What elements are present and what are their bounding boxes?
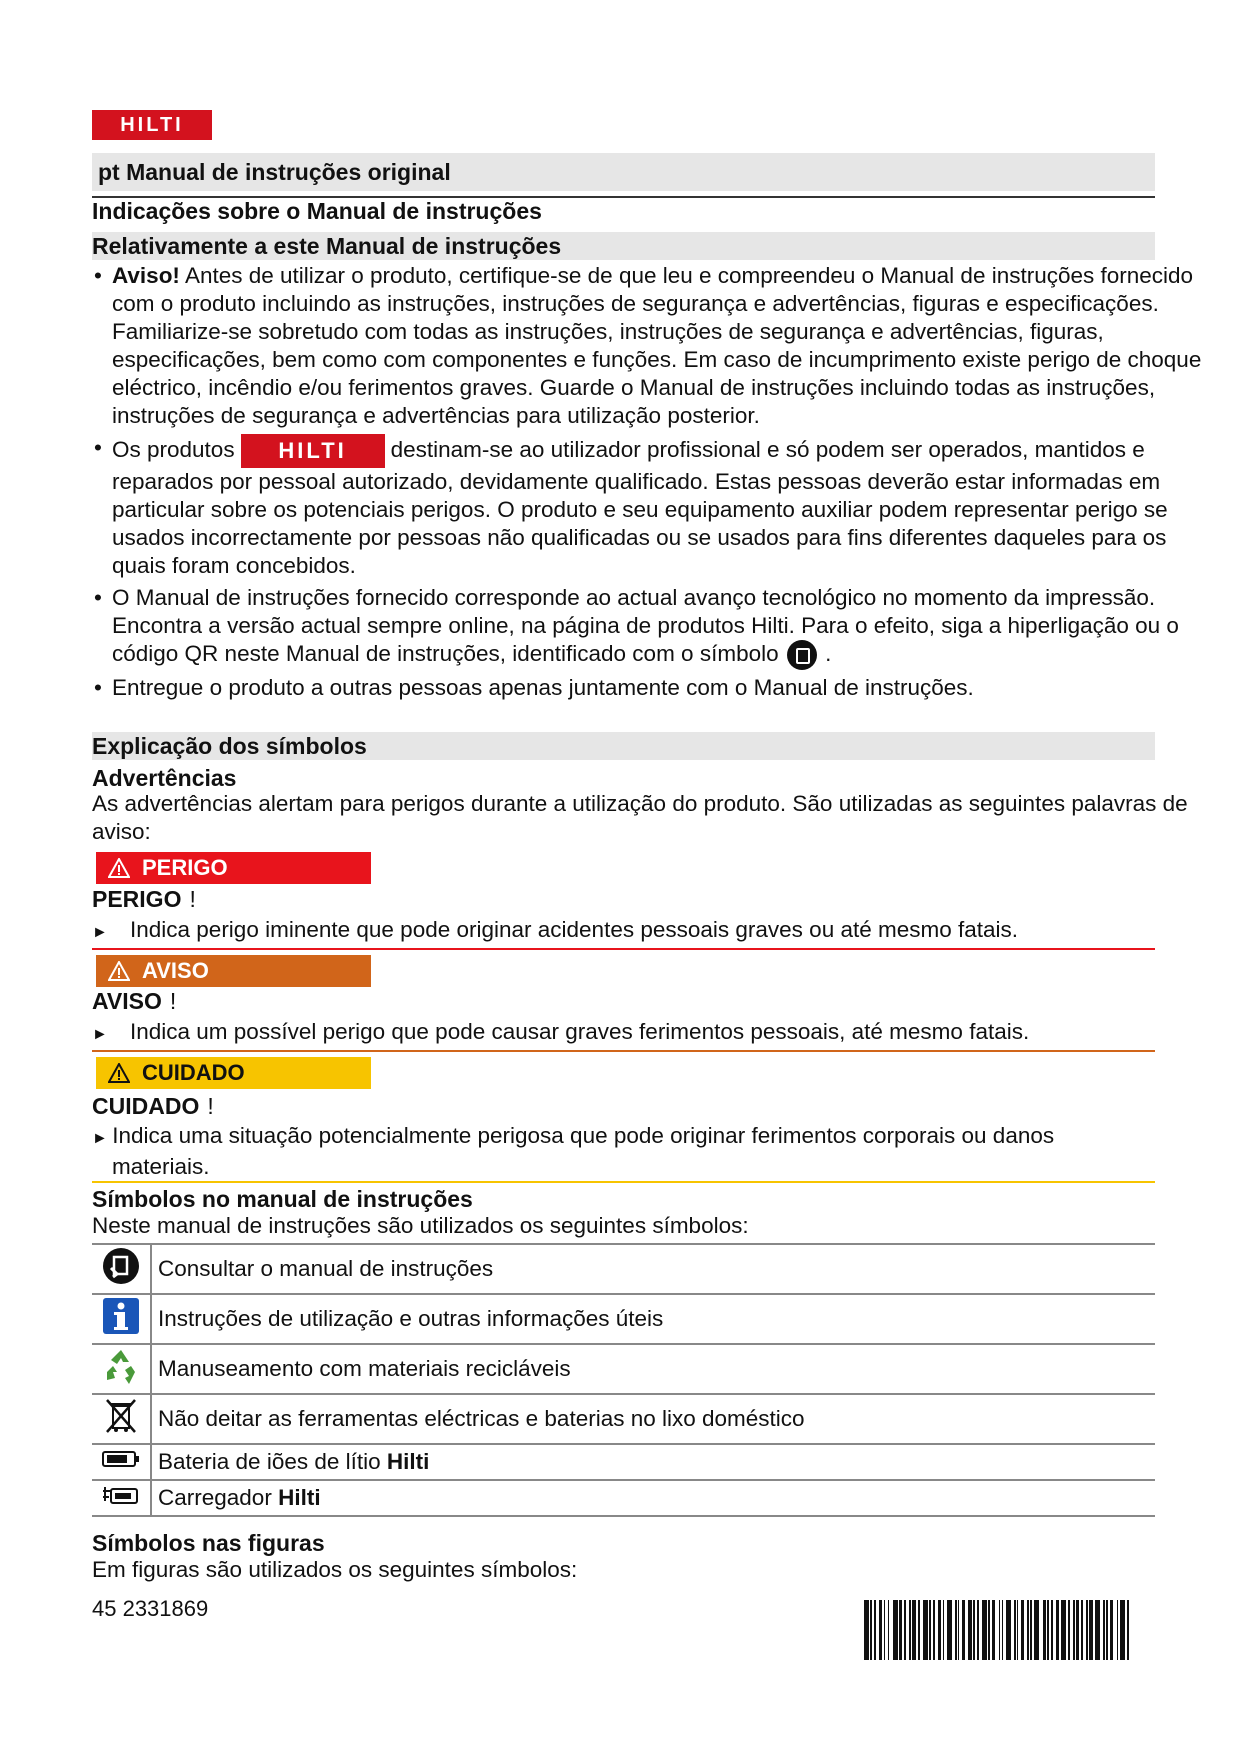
barcode-bar bbox=[1068, 1600, 1070, 1660]
barcode-bar bbox=[918, 1600, 920, 1660]
hilti-logo-mark: HILTI bbox=[92, 110, 212, 140]
barcode-bar bbox=[1073, 1600, 1075, 1660]
barcode-bar bbox=[1086, 1600, 1088, 1660]
read-manual-icon bbox=[787, 640, 817, 670]
table-row bbox=[92, 1480, 1155, 1516]
warning-triangle-icon bbox=[108, 961, 130, 981]
bullet-text: Antes de utilizar o produto, certifique-se de que leu e compreendeu o Manual de instruções fornecido com o produto incluindo as instruções, instruções de segurança e advertências, figuras e especificações. Familiarize-se sobretudo com todas as instruções, instruções de segurança e advertências, figuras, especificações, bem como com componentes e funções. Em caso de incumprimento existe perigo de choque eléctrico, incêndio e/ou ferimentos graves. Guarde o Manual de instruções incluindo todas as instruções, instruções de segurança e advertências para utilização posterior. bbox=[112, 263, 1202, 428]
manual-symbols-title: Símbolos no manual de instruções bbox=[92, 1186, 473, 1212]
list-item bbox=[92, 584, 1202, 670]
divider-yellow bbox=[92, 1181, 1155, 1183]
barcode-bar bbox=[1106, 1600, 1108, 1660]
barcode-bar bbox=[899, 1600, 902, 1660]
signal-text: Indica um possível perigo que pode causar graves ferimentos pessoais, até mesmo fatais. bbox=[130, 1019, 1030, 1044]
warning-label: Aviso! bbox=[112, 263, 180, 288]
symbol-description: Manuseamento com materiais recicláveis bbox=[151, 1344, 1155, 1394]
barcode-bar bbox=[955, 1600, 957, 1660]
barcode-bar bbox=[982, 1600, 987, 1660]
no-trash-icon bbox=[101, 1396, 141, 1436]
symbol-text: Carregador bbox=[158, 1485, 272, 1510]
signal-word bbox=[92, 988, 176, 1015]
table-row bbox=[92, 1344, 1155, 1394]
bullet-text: destinam-se ao utilizador profissional e só podem ser operados, mantidos e reparados por pessoal autorizado, devidamente qualificado. Estas pessoas deverão estar informadas em particular sobre os potenciais perigos. O produto e seu equipamento auxiliar podem representar perigo se usados incorrectamente por pessoas não qualificadas ou se usados para fins diferentes daqueles para os quais foram concebidos. bbox=[112, 436, 1168, 578]
divider-red bbox=[92, 948, 1155, 950]
divider-orange bbox=[92, 1050, 1155, 1052]
symbol-brand: Hilti bbox=[386, 1449, 430, 1474]
signal-word bbox=[92, 1093, 214, 1120]
barcode-bar bbox=[912, 1600, 915, 1660]
symbol-text: Bateria de iões de lítio bbox=[158, 1449, 381, 1474]
warning-triangle-icon bbox=[108, 1063, 130, 1083]
barcode-bar bbox=[909, 1600, 911, 1660]
barcode-bar bbox=[888, 1600, 890, 1660]
symbol-cell bbox=[92, 1294, 151, 1344]
barcode-bar bbox=[1061, 1600, 1066, 1660]
signal-text: Indica uma situação potencialmente perigosa que pode originar ferimentos corporais ou danos materiais. bbox=[112, 1123, 1055, 1179]
symbol-description bbox=[151, 1444, 1155, 1480]
list-item bbox=[92, 262, 1202, 430]
signal-word-text: PERIGO bbox=[92, 886, 182, 912]
barcode-bar bbox=[968, 1600, 971, 1660]
barcode-bar bbox=[879, 1600, 882, 1660]
barcode-bar bbox=[874, 1600, 876, 1660]
signal-word bbox=[92, 886, 196, 913]
warnings-intro: As advertências alertam para perigos durante a utilização do produto. São utilizadas as seguintes palavras de aviso: bbox=[92, 791, 1188, 844]
read-manual-icon bbox=[101, 1246, 141, 1286]
arrow-icon: ► bbox=[92, 1026, 108, 1043]
symbol-cell bbox=[92, 1444, 151, 1480]
hilti-logo bbox=[92, 110, 212, 140]
barcode-bar bbox=[1021, 1600, 1024, 1660]
barcode-bar bbox=[1056, 1600, 1059, 1660]
signal-label: PERIGO bbox=[142, 855, 228, 880]
barcode-bar bbox=[1034, 1600, 1039, 1660]
bullet-list bbox=[92, 262, 1202, 706]
signal-excl: ! bbox=[169, 988, 177, 1014]
section-title: Indicações sobre o Manual de instruções bbox=[92, 198, 542, 224]
symbol-cell bbox=[92, 1394, 151, 1444]
warning-triangle-icon bbox=[108, 858, 130, 878]
table-row bbox=[92, 1244, 1155, 1294]
barcode-bar bbox=[1043, 1600, 1046, 1660]
barcode-bar bbox=[1027, 1600, 1029, 1660]
barcode-bar bbox=[904, 1600, 906, 1660]
barcode-bar bbox=[1110, 1600, 1113, 1660]
barcode-bar bbox=[1017, 1600, 1019, 1660]
barcode-bar bbox=[1120, 1600, 1125, 1660]
arrow-icon: ► bbox=[92, 1130, 113, 1147]
figure-symbols-title: Símbolos nas figuras bbox=[92, 1530, 325, 1556]
signal-excl: ! bbox=[207, 1093, 214, 1119]
signal-aviso bbox=[96, 955, 371, 987]
charger-icon bbox=[101, 1483, 141, 1507]
signal-description bbox=[92, 916, 1155, 947]
hilti-inline-logo: HILTI bbox=[241, 434, 385, 468]
battery-icon bbox=[101, 1448, 141, 1470]
barcode-bar bbox=[999, 1600, 1001, 1660]
barcode-bar bbox=[864, 1600, 869, 1660]
barcode-bar bbox=[988, 1600, 990, 1660]
manual-symbols-intro: Neste manual de instruções são utilizados os seguintes símbolos: bbox=[92, 1213, 749, 1238]
bullet-text: Os produtos bbox=[112, 436, 235, 462]
barcode-bar bbox=[1076, 1600, 1079, 1660]
list-item bbox=[92, 434, 1202, 580]
signal-perigo bbox=[96, 852, 371, 884]
barcode-bar bbox=[977, 1600, 979, 1660]
symbol-description: Não deitar as ferramentas eléctricas e baterias no lixo doméstico bbox=[151, 1394, 1155, 1444]
barcode-bar bbox=[884, 1600, 886, 1660]
barcode-bar bbox=[1051, 1600, 1053, 1660]
bullet-text: . bbox=[825, 641, 832, 666]
table-row bbox=[92, 1444, 1155, 1480]
manual-title-bar: pt Manual de instruções original bbox=[92, 153, 1155, 191]
barcode-bar bbox=[938, 1600, 941, 1660]
page-code: 45 2331869 bbox=[92, 1596, 209, 1621]
signal-word-text: AVISO bbox=[92, 988, 162, 1014]
bullet-text: O Manual de instruções fornecido corresponde ao actual avanço tecnológico no momento da impressão. Encontra a versão actual sempre online, na página de produtos Hilti. Para o efeito, siga a hiperligação ou o código QR neste Manual de instruções, identificado com o símbolo bbox=[112, 585, 1179, 666]
barcode-bar bbox=[933, 1600, 935, 1660]
barcode-bar bbox=[1089, 1600, 1092, 1660]
barcode-bar bbox=[1127, 1600, 1129, 1660]
symbol-cell bbox=[92, 1480, 151, 1516]
symbol-description: Consultar o manual de instruções bbox=[151, 1244, 1155, 1294]
barcode bbox=[864, 1600, 1154, 1660]
barcode-bar bbox=[943, 1600, 945, 1660]
table-row bbox=[92, 1294, 1155, 1344]
info-icon bbox=[101, 1296, 141, 1336]
signal-cuidado bbox=[96, 1057, 371, 1089]
signal-label: AVISO bbox=[142, 958, 209, 983]
barcode-bar bbox=[870, 1600, 872, 1660]
symbol-brand: Hilti bbox=[278, 1485, 321, 1510]
barcode-bar bbox=[929, 1600, 931, 1660]
barcode-bar bbox=[992, 1600, 995, 1660]
symbols-section-title: Explicação dos símbolos bbox=[92, 732, 1155, 760]
figure-symbols-intro: Em figuras são utilizados os seguintes símbolos: bbox=[92, 1557, 578, 1582]
barcode-bar bbox=[1014, 1600, 1016, 1660]
arrow-icon: ► bbox=[92, 924, 108, 941]
recycle-icon bbox=[101, 1346, 141, 1386]
barcode-bar bbox=[1095, 1600, 1100, 1660]
signal-description bbox=[92, 1018, 1155, 1049]
signal-label: CUIDADO bbox=[142, 1060, 245, 1085]
barcode-bar bbox=[958, 1600, 960, 1660]
bullet-text: Entregue o produto a outras pessoas apenas juntamente com o Manual de instruções. bbox=[112, 675, 974, 701]
barcode-bar bbox=[1030, 1600, 1032, 1660]
manual-page bbox=[92, 0, 1202, 1754]
barcode-bar bbox=[1117, 1600, 1119, 1660]
barcode-bar bbox=[962, 1600, 965, 1660]
table-row bbox=[92, 1394, 1155, 1444]
signal-excl: ! bbox=[189, 886, 196, 912]
symbol-description bbox=[151, 1480, 1155, 1516]
barcode-bar bbox=[923, 1600, 928, 1660]
barcode-bar bbox=[1002, 1600, 1004, 1660]
symbols-table bbox=[92, 1243, 1155, 1517]
signal-text: Indica perigo iminente que pode originar acidentes pessoais graves ou até mesmo fatais. bbox=[130, 917, 1019, 942]
symbol-description: Instruções de utilização e outras informações úteis bbox=[151, 1294, 1155, 1344]
symbol-cell bbox=[92, 1244, 151, 1294]
barcode-bar bbox=[893, 1600, 898, 1660]
section-subtitle: Relativamente a este Manual de instruções bbox=[92, 232, 1155, 260]
barcode-bar bbox=[1047, 1600, 1049, 1660]
barcode-bar bbox=[1103, 1600, 1105, 1660]
barcode-bar bbox=[1006, 1600, 1011, 1660]
warnings-title: Advertências bbox=[92, 765, 237, 791]
signal-description bbox=[92, 1122, 1155, 1181]
barcode-bar bbox=[973, 1600, 975, 1660]
symbol-cell bbox=[92, 1344, 151, 1394]
barcode-bar bbox=[947, 1600, 952, 1660]
list-item bbox=[92, 674, 1202, 702]
signal-word-text: CUIDADO bbox=[92, 1093, 200, 1119]
barcode-bar bbox=[1081, 1600, 1083, 1660]
